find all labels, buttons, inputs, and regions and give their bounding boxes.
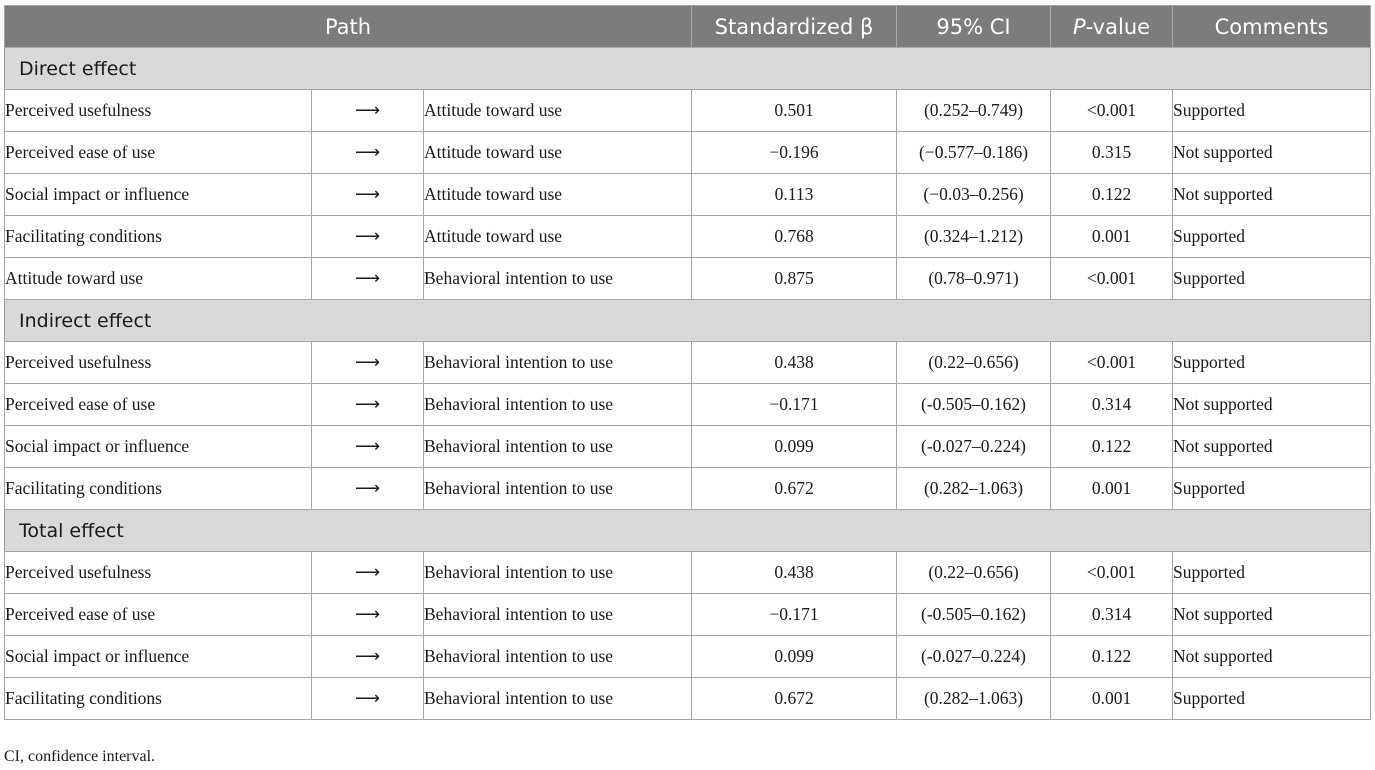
path-target-cell: Behavioral intention to use: [424, 468, 692, 510]
ci-cell: (0.282–1.063): [897, 468, 1051, 510]
path-target-cell: Behavioral intention to use: [424, 552, 692, 594]
path-source-cell: Facilitating conditions: [5, 216, 312, 258]
p-value-cell: 0.314: [1051, 594, 1173, 636]
beta-cell: 0.438: [692, 552, 897, 594]
header-path: Path: [5, 6, 692, 48]
table-row: [5, 216, 1371, 258]
path-source-cell: Social impact or influence: [5, 636, 312, 678]
path-source-cell: Perceived ease of use: [5, 594, 312, 636]
ci-cell: (0.324–1.212): [897, 216, 1051, 258]
path-target-cell: Attitude toward use: [424, 132, 692, 174]
beta-cell: 0.438: [692, 342, 897, 384]
table-row: [5, 594, 1371, 636]
comment-cell: Supported: [1173, 468, 1371, 510]
path-target-cell: Attitude toward use: [424, 90, 692, 132]
table-row: [5, 384, 1371, 426]
table-row: [5, 132, 1371, 174]
table-body: [5, 48, 1371, 720]
ci-cell: (0.282–1.063): [897, 678, 1051, 720]
comment-cell: Supported: [1173, 342, 1371, 384]
p-value-cell: 0.315: [1051, 132, 1173, 174]
section-title: Total effect: [5, 510, 1371, 552]
path-target-cell: Behavioral intention to use: [424, 678, 692, 720]
path-arrow-icon: ⟶: [312, 132, 424, 174]
p-value-cell: 0.314: [1051, 384, 1173, 426]
comment-cell: Not supported: [1173, 384, 1371, 426]
path-arrow-icon: ⟶: [312, 216, 424, 258]
path-source-cell: Facilitating conditions: [5, 678, 312, 720]
table-row: [5, 552, 1371, 594]
path-arrow-icon: ⟶: [312, 594, 424, 636]
path-source-cell: Perceived usefulness: [5, 342, 312, 384]
table-footnote: CI, confidence interval.: [4, 748, 156, 765]
path-arrow-icon: ⟶: [312, 174, 424, 216]
table-row: [5, 636, 1371, 678]
section-row: [5, 48, 1371, 90]
comment-cell: Not supported: [1173, 636, 1371, 678]
path-arrow-icon: ⟶: [312, 552, 424, 594]
path-arrow-icon: ⟶: [312, 384, 424, 426]
comment-cell: Not supported: [1173, 594, 1371, 636]
results-table: [4, 5, 1371, 720]
comment-cell: Supported: [1173, 552, 1371, 594]
section-title: Indirect effect: [5, 300, 1371, 342]
p-value-cell: <0.001: [1051, 552, 1173, 594]
path-arrow-icon: ⟶: [312, 636, 424, 678]
comment-cell: Not supported: [1173, 426, 1371, 468]
ci-cell: (-0.505–0.162): [897, 384, 1051, 426]
table-row: [5, 342, 1371, 384]
header-beta: Standardized β: [692, 6, 897, 48]
ci-cell: (−0.577–0.186): [897, 132, 1051, 174]
header-row: [5, 6, 1371, 48]
p-value-cell: <0.001: [1051, 90, 1173, 132]
path-target-cell: Attitude toward use: [424, 216, 692, 258]
ci-cell: (0.22–0.656): [897, 552, 1051, 594]
p-value-cell: 0.001: [1051, 216, 1173, 258]
path-arrow-icon: ⟶: [312, 426, 424, 468]
path-source-cell: Perceived usefulness: [5, 552, 312, 594]
path-target-cell: Behavioral intention to use: [424, 636, 692, 678]
beta-cell: 0.501: [692, 90, 897, 132]
p-value-cell: <0.001: [1051, 258, 1173, 300]
ci-cell: (-0.505–0.162): [897, 594, 1051, 636]
comment-cell: Supported: [1173, 678, 1371, 720]
p-value-cell: 0.122: [1051, 174, 1173, 216]
path-source-cell: Social impact or influence: [5, 174, 312, 216]
header-comments: Comments: [1173, 6, 1371, 48]
table-row: [5, 678, 1371, 720]
ci-cell: (-0.027–0.224): [897, 426, 1051, 468]
beta-cell: 0.672: [692, 678, 897, 720]
header-p-rest: -value: [1085, 14, 1151, 39]
comment-cell: Supported: [1173, 216, 1371, 258]
section-title: Direct effect: [5, 48, 1371, 90]
path-source-cell: Attitude toward use: [5, 258, 312, 300]
header-ci: 95% CI: [897, 6, 1051, 48]
p-value-cell: 0.001: [1051, 468, 1173, 510]
beta-cell: −0.171: [692, 384, 897, 426]
path-target-cell: Behavioral intention to use: [424, 594, 692, 636]
path-arrow-icon: ⟶: [312, 258, 424, 300]
comment-cell: Supported: [1173, 90, 1371, 132]
path-source-cell: Perceived usefulness: [5, 90, 312, 132]
path-arrow-icon: ⟶: [312, 678, 424, 720]
table-row: [5, 258, 1371, 300]
path-arrow-icon: ⟶: [312, 468, 424, 510]
comment-cell: Not supported: [1173, 174, 1371, 216]
section-row: [5, 300, 1371, 342]
beta-cell: 0.768: [692, 216, 897, 258]
table-row: [5, 174, 1371, 216]
ci-cell: (−0.03–0.256): [897, 174, 1051, 216]
path-arrow-icon: ⟶: [312, 342, 424, 384]
ci-cell: (0.78–0.971): [897, 258, 1051, 300]
path-arrow-icon: ⟶: [312, 90, 424, 132]
path-target-cell: Behavioral intention to use: [424, 258, 692, 300]
table-row: [5, 468, 1371, 510]
path-source-cell: Facilitating conditions: [5, 468, 312, 510]
path-source-cell: Perceived ease of use: [5, 384, 312, 426]
header-p-value: [1051, 6, 1173, 48]
comment-cell: Not supported: [1173, 132, 1371, 174]
p-value-cell: 0.122: [1051, 636, 1173, 678]
comment-cell: Supported: [1173, 258, 1371, 300]
path-target-cell: Behavioral intention to use: [424, 342, 692, 384]
path-target-cell: Behavioral intention to use: [424, 384, 692, 426]
p-value-cell: 0.122: [1051, 426, 1173, 468]
path-target-cell: Attitude toward use: [424, 174, 692, 216]
ci-cell: (0.22–0.656): [897, 342, 1051, 384]
path-target-cell: Behavioral intention to use: [424, 426, 692, 468]
beta-cell: −0.196: [692, 132, 897, 174]
table-row: [5, 90, 1371, 132]
header-p-italic: P: [1073, 14, 1086, 39]
section-row: [5, 510, 1371, 552]
p-value-cell: 0.001: [1051, 678, 1173, 720]
beta-cell: 0.875: [692, 258, 897, 300]
ci-cell: (-0.027–0.224): [897, 636, 1051, 678]
beta-cell: 0.672: [692, 468, 897, 510]
p-value-cell: <0.001: [1051, 342, 1173, 384]
beta-cell: 0.113: [692, 174, 897, 216]
table-row: [5, 426, 1371, 468]
path-source-cell: Social impact or influence: [5, 426, 312, 468]
beta-cell: −0.171: [692, 594, 897, 636]
beta-cell: 0.099: [692, 636, 897, 678]
ci-cell: (0.252–0.749): [897, 90, 1051, 132]
beta-cell: 0.099: [692, 426, 897, 468]
path-source-cell: Perceived ease of use: [5, 132, 312, 174]
